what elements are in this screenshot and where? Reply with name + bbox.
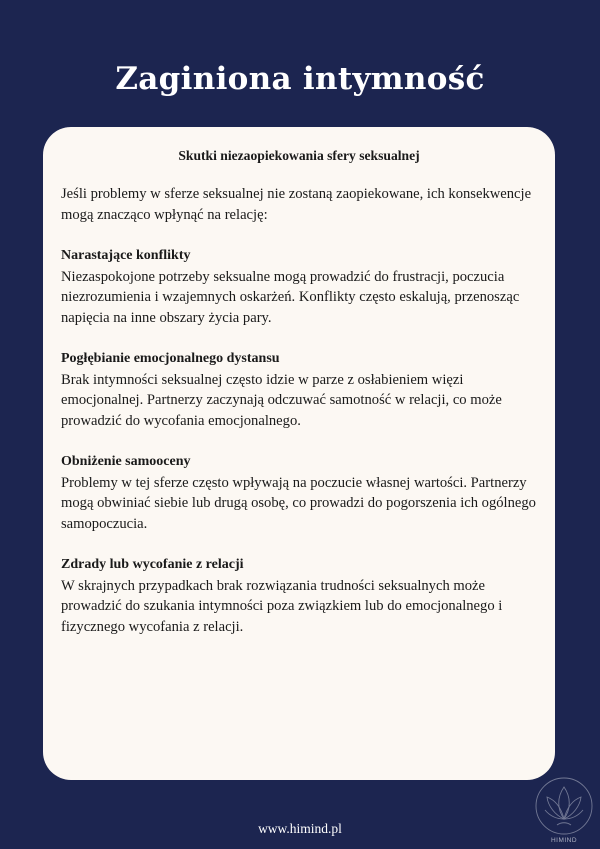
section-infidelity	[61, 555, 537, 637]
section-body: Brak intymności seksualnej często idzie w parze z osłabieniem więzi emocjonalnej. Partnerzy zaczynają odczuwać samotność w relacji, co może prowadzić do wycofania emocjonalnego.	[61, 371, 502, 429]
section-heading: Pogłębianie emocjonalnego dystansu	[61, 351, 280, 366]
content-card	[43, 127, 555, 780]
section-body: Problemy w tej sferze często wpływają na poczucie własnej wartości. Partnerzy mogą obwiniać siebie lub drugą osobę, co prowadzi do pogorszenia ich ogólnego samopoczucia.	[61, 474, 536, 532]
brand-logo	[533, 775, 595, 845]
section-conflicts	[61, 246, 537, 328]
lotus-logo-icon	[533, 775, 595, 837]
page-title: Zaginiona intymność	[115, 61, 485, 97]
section-heading: Obniżenie samooceny	[61, 454, 191, 469]
section-heading: Narastające konflikty	[61, 248, 191, 263]
section-body: Niezaspokojone potrzeby seksualne mogą prowadzić do frustracji, poczucia niezrozumienia i wzajemnych oskarżeń. Konflikty często eskalują, przenosząc napięcia na inne obszary życia pary.	[61, 268, 520, 326]
section-self-esteem	[61, 452, 537, 534]
section-body: W skrajnych przypadkach brak rozwiązania trudności seksualnych może prowadzić do szukania intymności poza związkiem lub do emocjonalnego i fizycznego wycofania z relacji.	[61, 577, 503, 635]
intro-paragraph: Jeśli problemy w sferze seksualnej nie zostaną zaopiekowane, ich konsekwencje mogą znacząco wpłynąć na relację:	[61, 186, 532, 223]
section-emotional-distance	[61, 349, 537, 431]
footer-website-link[interactable]: www.himind.pl	[258, 821, 342, 836]
section-heading: Zdrady lub wycofanie z relacji	[61, 557, 244, 572]
brand-name: HIMIND	[550, 837, 578, 844]
card-subtitle: Skutki niezaopiekowania sfery seksualnej	[178, 148, 420, 163]
